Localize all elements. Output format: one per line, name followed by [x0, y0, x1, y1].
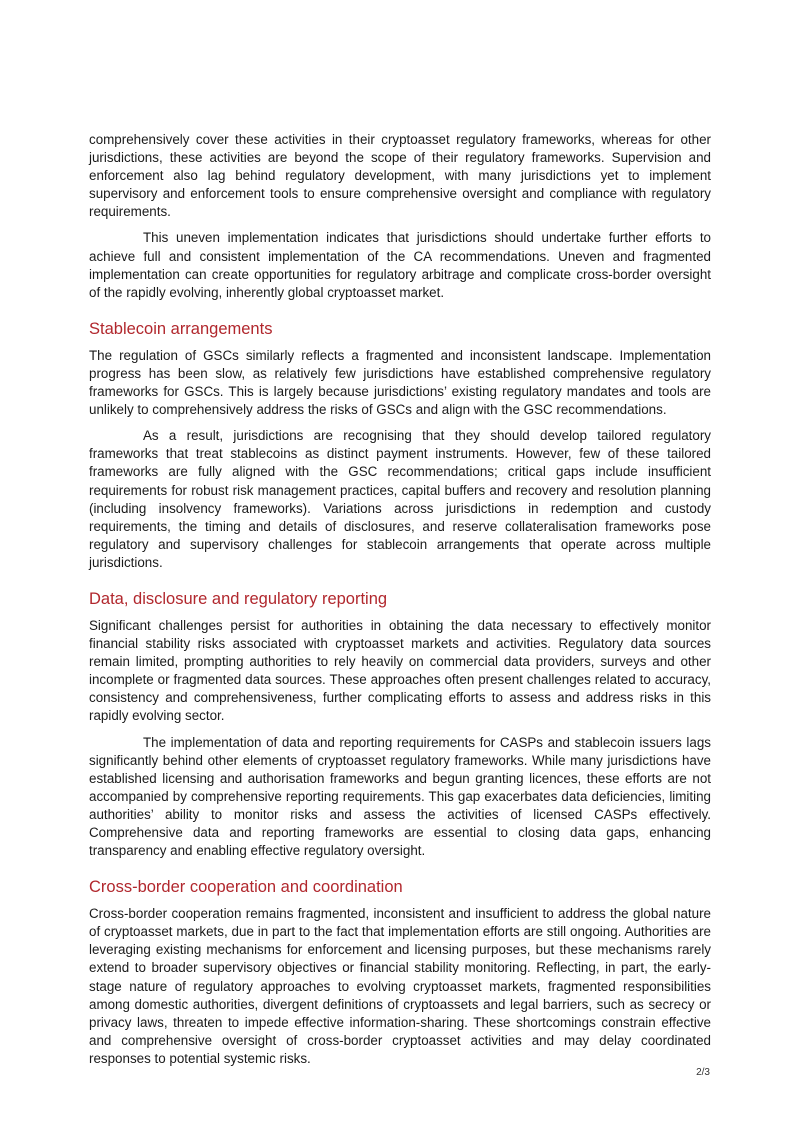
section-heading: Data, disclosure and regulatory reporting — [89, 589, 388, 608]
body-paragraph: This uneven implementation indicates that jurisdictions should undertake further efforts to achieve full and consistent implementation of the CA recommendations. Uneven and fragmented implementation can create opportunities for regulatory arbitrage and complicate cross-border oversight of the rapidly evolving, inherently global cryptoasset market. — [89, 230, 711, 300]
section-heading: Stablecoin arrangements — [89, 319, 273, 338]
document-body — [89, 131, 711, 1076]
intro-section — [89, 131, 711, 302]
body-paragraph: The regulation of GSCs similarly reflects a fragmented and inconsistent landscape. Implementation progress has been slow, as relatively few jurisdictions have established comprehensive regulatory frameworks for GSCs. This is largely because jurisdictions’ existing regulatory mandates and tools are unlikely to comprehensively address the risks of GSCs and align with the GSC recommendations. — [89, 347, 711, 418]
body-paragraph: As a result, jurisdictions are recognising that they should develop tailored regulatory frameworks that treat stablecoins as distinct payment instruments. However, few of these tailored frameworks are fully aligned with the GSC recommendations; critical gaps include insufficient requirements for robust risk management practices, capital buffers and recovery and resolution planning (including insolvency frameworks). Variations across jurisdictions in redemption and custody requirements, the timing and details of disclosures, and reserve collateralisation frameworks pose regulatory and supervisory challenges for stablecoin arrangements that operate across multiple jurisdictions. — [89, 428, 711, 570]
cross-border-section — [89, 877, 711, 1068]
page-number: 2/3 — [696, 1067, 710, 1078]
section-heading: Cross-border cooperation and coordination — [89, 878, 403, 897]
body-paragraph: Significant challenges persist for authorities in obtaining the data necessary to effectively monitor financial stability risks associated with cryptoasset markets and activities. Regulatory data sources remain limited, prompting authorities to rely heavily on commercial data providers, surveys and other incomplete or fragmented data sources. These approaches often present challenges related to accuracy, consistency and comprehensiveness, further complicating efforts to assess and address risks in this rapidly evolving sector. — [89, 617, 711, 724]
body-paragraph: Cross-border cooperation remains fragmented, inconsistent and insufficient to address the global nature of cryptoasset markets, due in part to the fact that implementation efforts are still ongoing. Authorities are leveraging existing mechanisms for enforcement and licensing purposes, but these mechanisms rarely extend to broader supervisory objectives or financial stability monitoring. Reflecting, in part, the early-stage nature of regulatory approaches to evolving cryptoasset markets, fragmented responsibilities among domestic authorities, divergent definitions of cryptoassets and legal barriers, such as secrecy or privacy laws, threaten to impede effective information-sharing. These shortcomings constrain effective and comprehensive oversight of cross-border cryptoasset activities and may delay coordinated responses to potential systemic risks. — [89, 906, 711, 1066]
stablecoin-section — [89, 319, 711, 572]
body-paragraph: comprehensively cover these activities in their cryptoasset regulatory frameworks, whereas for other jurisdictions, these activities are beyond the scope of their regulatory frameworks. Supervision and enforcement also lag behind regulatory development, with many jurisdictions yet to implement supervisory and enforcement tools to ensure comprehensive oversight and compliance with regulatory requirements. — [89, 132, 711, 220]
body-paragraph: The implementation of data and reporting requirements for CASPs and stablecoin issuers lags significantly behind other elements of cryptoasset regulatory frameworks. While many jurisdictions have established licensing and authorisation frameworks and begun granting licences, these efforts are not accompanied by comprehensive reporting requirements. This gap exacerbates data deficiencies, limiting authorities’ ability to monitor risks and assess the activities of licensed CASPs effectively. Comprehensive data and reporting frameworks are essential to closing data gaps, enhancing transparency and enabling effective regulatory oversight. — [89, 734, 711, 859]
data-reporting-section — [89, 589, 711, 860]
